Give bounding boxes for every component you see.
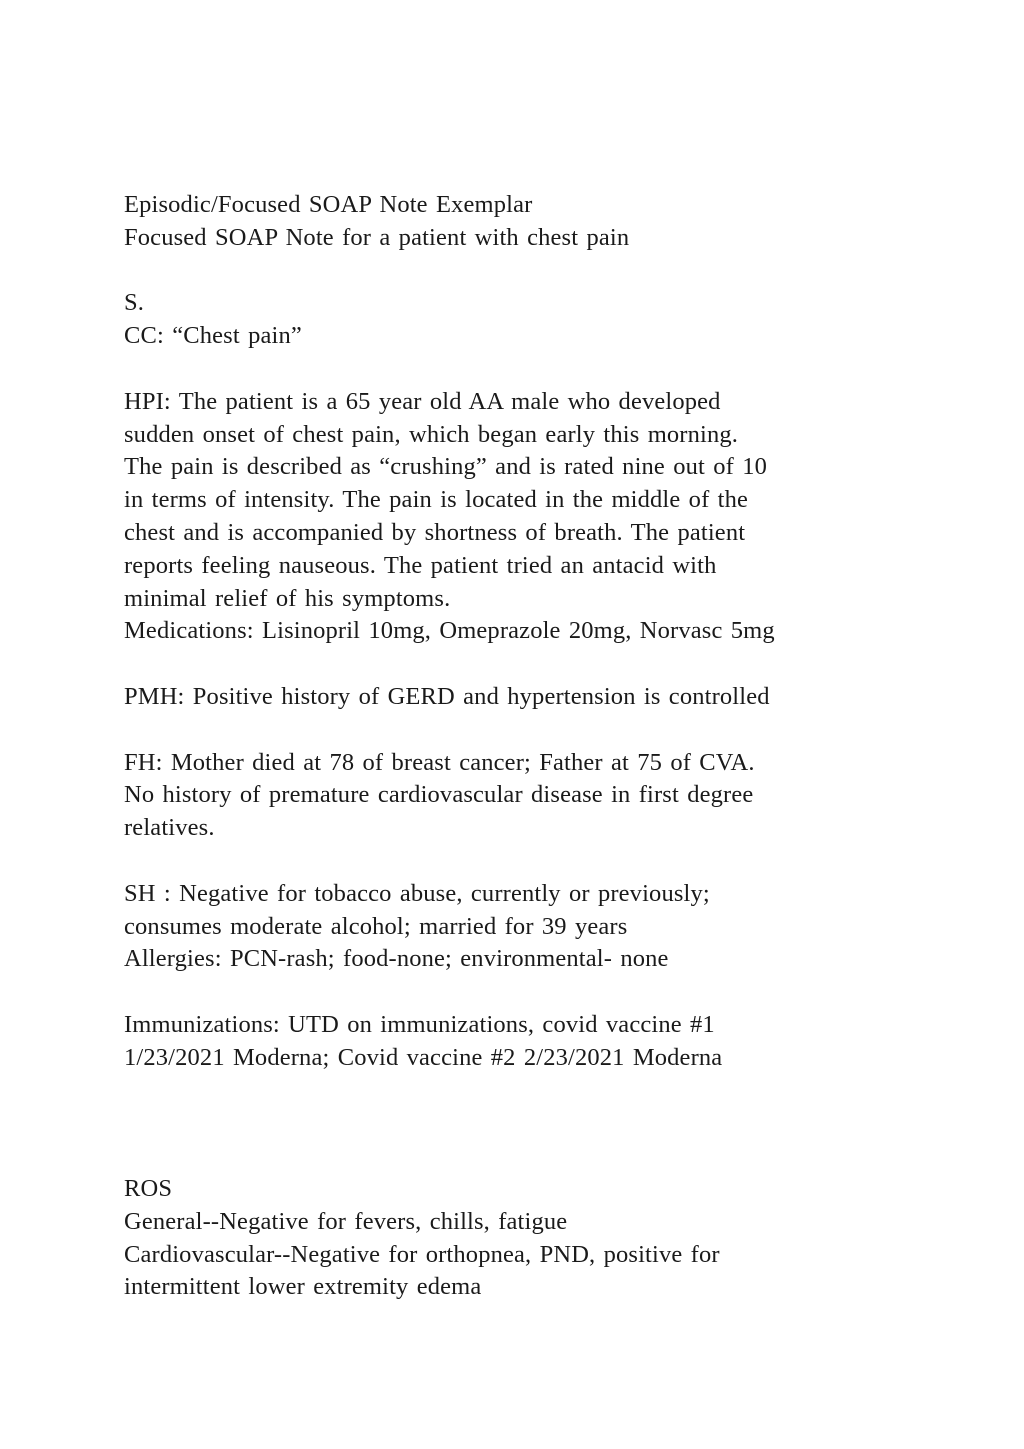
pmh-line: PMH: Positive history of GERD and hypertension is controlled bbox=[124, 682, 770, 710]
immunization-line: Immunizations: UTD on immunizations, covid vaccine #1 bbox=[124, 1010, 715, 1038]
sh-line: consumes moderate alcohol; married for 39 years bbox=[124, 912, 628, 940]
spacer bbox=[124, 353, 984, 386]
hpi-line: sudden onset of chest pain, which began early this morning. bbox=[124, 420, 739, 448]
document-body bbox=[124, 189, 984, 1304]
ros-section bbox=[124, 1206, 984, 1304]
sh-section bbox=[124, 878, 984, 944]
hpi-line: minimal relief of his symptoms. bbox=[124, 584, 451, 612]
ros-heading: ROS bbox=[124, 1174, 173, 1202]
immunizations-section bbox=[124, 1009, 984, 1075]
document-title: Episodic/Focused SOAP Note Exemplar bbox=[124, 191, 533, 218]
fh-line: FH: Mother died at 78 of breast cancer; Father at 75 of CVA. bbox=[124, 748, 755, 776]
hpi-section bbox=[124, 386, 984, 616]
sh-line: SH : Negative for tobacco abuse, currently or previously; bbox=[124, 879, 710, 907]
spacer bbox=[124, 976, 984, 1009]
hpi-line: reports feeling nauseous. The patient tried an antacid with bbox=[124, 551, 717, 579]
allergies-line: Allergies: PCN-rash; food-none; environmental- none bbox=[124, 945, 669, 973]
hpi-line: in terms of intensity. The pain is located in the middle of the bbox=[124, 486, 749, 514]
ros-line: intermittent lower extremity edema bbox=[124, 1273, 482, 1301]
document-subtitle: Focused SOAP Note for a patient with chest pain bbox=[124, 223, 630, 251]
subjective-heading: S. bbox=[124, 289, 145, 317]
fh-line: relatives. bbox=[124, 814, 215, 842]
medications-line: Medications: Lisinopril 10mg, Omeprazole 20mg, Norvasc 5mg bbox=[124, 617, 775, 645]
fh-line: No history of premature cardiovascular disease in first degree bbox=[124, 781, 754, 809]
ros-line: Cardiovascular--Negative for orthopnea, PND, positive for bbox=[124, 1240, 720, 1268]
hpi-line: chest and is accompanied by shortness of breath. The patient bbox=[124, 518, 746, 546]
fh-section bbox=[124, 747, 984, 845]
spacer bbox=[124, 714, 984, 747]
hpi-line: The pain is described as “crushing” and is rated nine out of 10 bbox=[124, 453, 768, 481]
hpi-line: HPI: The patient is a 65 year old AA male who developed bbox=[124, 387, 721, 415]
immunization-line: 1/23/2021 Moderna; Covid vaccine #2 2/23/2021 Moderna bbox=[124, 1043, 723, 1071]
ros-line: General--Negative for fevers, chills, fatigue bbox=[124, 1207, 568, 1235]
spacer bbox=[124, 648, 984, 681]
chief-complaint: CC: “Chest pain” bbox=[124, 322, 302, 350]
spacer bbox=[124, 845, 984, 878]
spacer bbox=[124, 1075, 984, 1173]
spacer bbox=[124, 255, 984, 288]
